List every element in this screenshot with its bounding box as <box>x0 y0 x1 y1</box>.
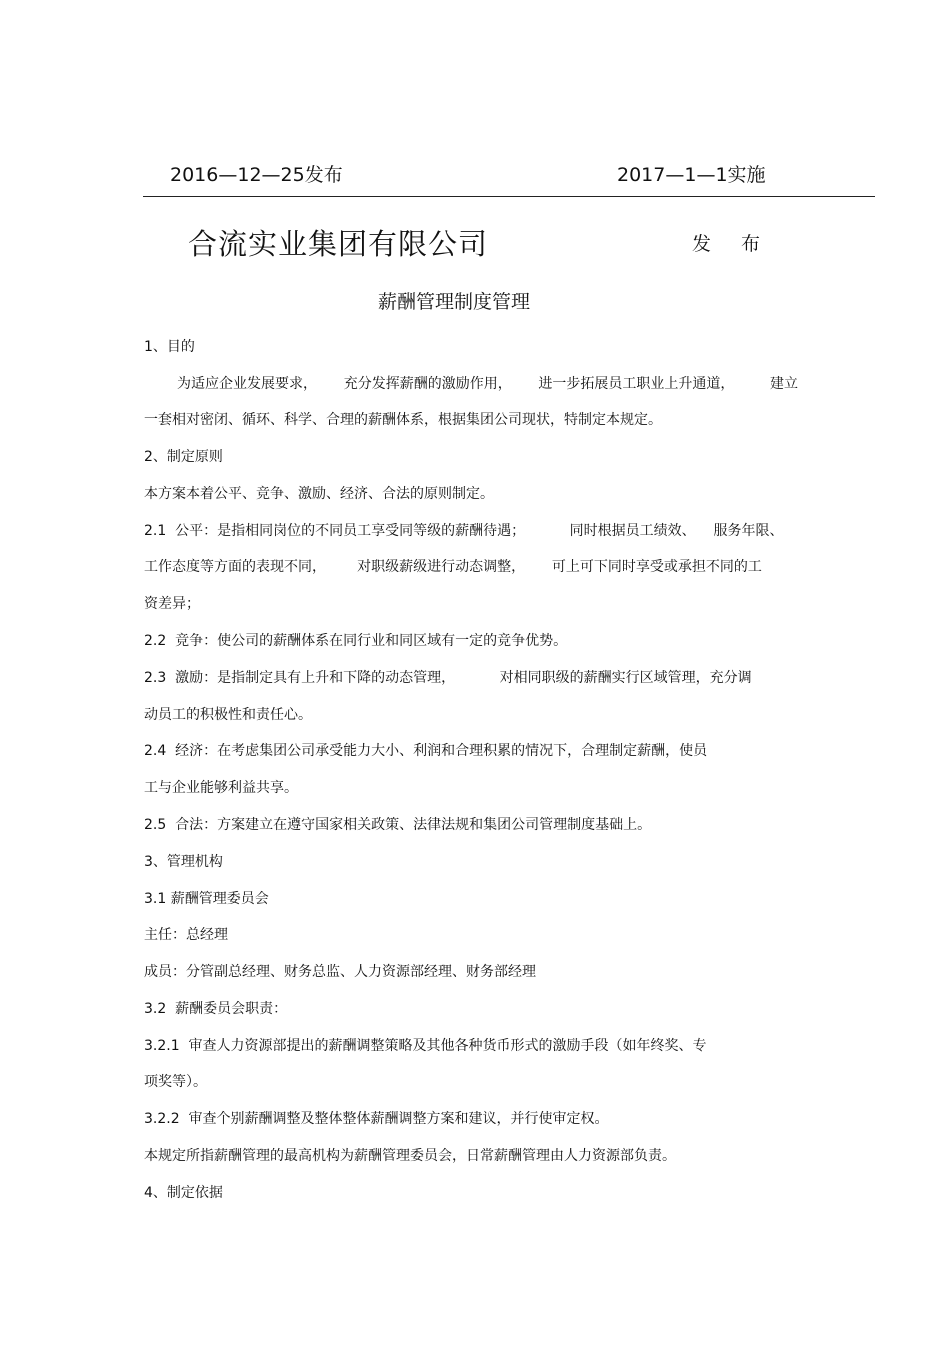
document-title: 薪酬管理制度管理 <box>378 291 531 313</box>
body-line: 2.5 合法：方案建立在遵守国家相关政策、法律法规和集团公司管理制度基础上。 <box>144 817 652 833</box>
body-line: 主任：总经理 <box>144 927 228 943</box>
body-line: 2.2 竞争：使公司的薪酬体系在同行业和同区域有一定的竞争优势。 <box>144 633 568 649</box>
section-heading: 4、制定依据 <box>144 1185 223 1201</box>
body-line: 本规定所指薪酬管理的最高机构为薪酬管理委员会，日常薪酬管理由人力资源部负责。 <box>144 1148 676 1164</box>
publish-char-1: 发 <box>692 233 712 255</box>
effective-date: 2017—1—1实施 <box>617 164 766 186</box>
publish-char-2: 布 <box>741 233 761 255</box>
section-heading: 1、目的 <box>144 339 195 355</box>
body-line: 2.3 激励：是指制定具有上升和下降的动态管理， 对相同职级的薪酬实行区域管理，充分调 <box>144 670 752 686</box>
body-line: 2.1 公平：是指相同岗位的不同员工享受同等级的薪酬待遇； 同时根据员工绩效、 服务年限、 <box>144 523 784 539</box>
body-line: 工作态度等方面的表现不同， 对职级薪级进行动态调整， 可上可下同时享受或承担不同的工 <box>144 559 762 575</box>
subsection-heading: 3.2 薪酬委员会职责： <box>144 1001 288 1017</box>
body-line: 工与企业能够利益共享。 <box>144 780 298 796</box>
publish-date: 2016—12—25发布 <box>170 164 343 186</box>
body-line: 3.2.1 审查人力资源部提出的薪酬调整策略及其他各种货币形式的激励手段（如年终奖、专 <box>144 1038 707 1054</box>
body-line: 动员工的积极性和责任心。 <box>144 707 312 723</box>
header-rule <box>143 196 875 197</box>
company-name: 合流实业集团有限公司 <box>188 227 489 261</box>
subsection-heading: 3.1 薪酬管理委员会 <box>144 891 269 907</box>
publish-label <box>692 229 790 256</box>
body-line: 为适应企业发展要求， 充分发挥薪酬的激励作用， 进一步拓展员工职业上升通道， 建立 <box>177 376 799 392</box>
body-line: 项奖等）。 <box>144 1074 207 1090</box>
body-line: 2.4 经济：在考虑集团公司承受能力大小、利润和合理积累的情况下，合理制定薪酬，使员 <box>144 743 708 759</box>
body-line: 成员：分管副总经理、财务总监、人力资源部经理、财务部经理 <box>144 964 536 980</box>
body-line: 一套相对密闭、循环、科学、合理的薪酬体系，根据集团公司现状，特制定本规定。 <box>144 412 662 428</box>
body-line: 3.2.2 审查个别薪酬调整及整体整体薪酬调整方案和建议，并行使审定权。 <box>144 1111 609 1127</box>
body-line: 资差异； <box>144 596 200 612</box>
section-heading: 2、制定原则 <box>144 449 223 465</box>
body-line: 本方案本着公平、竞争、激励、经济、合法的原则制定。 <box>144 486 494 502</box>
section-heading: 3、管理机构 <box>144 854 223 870</box>
